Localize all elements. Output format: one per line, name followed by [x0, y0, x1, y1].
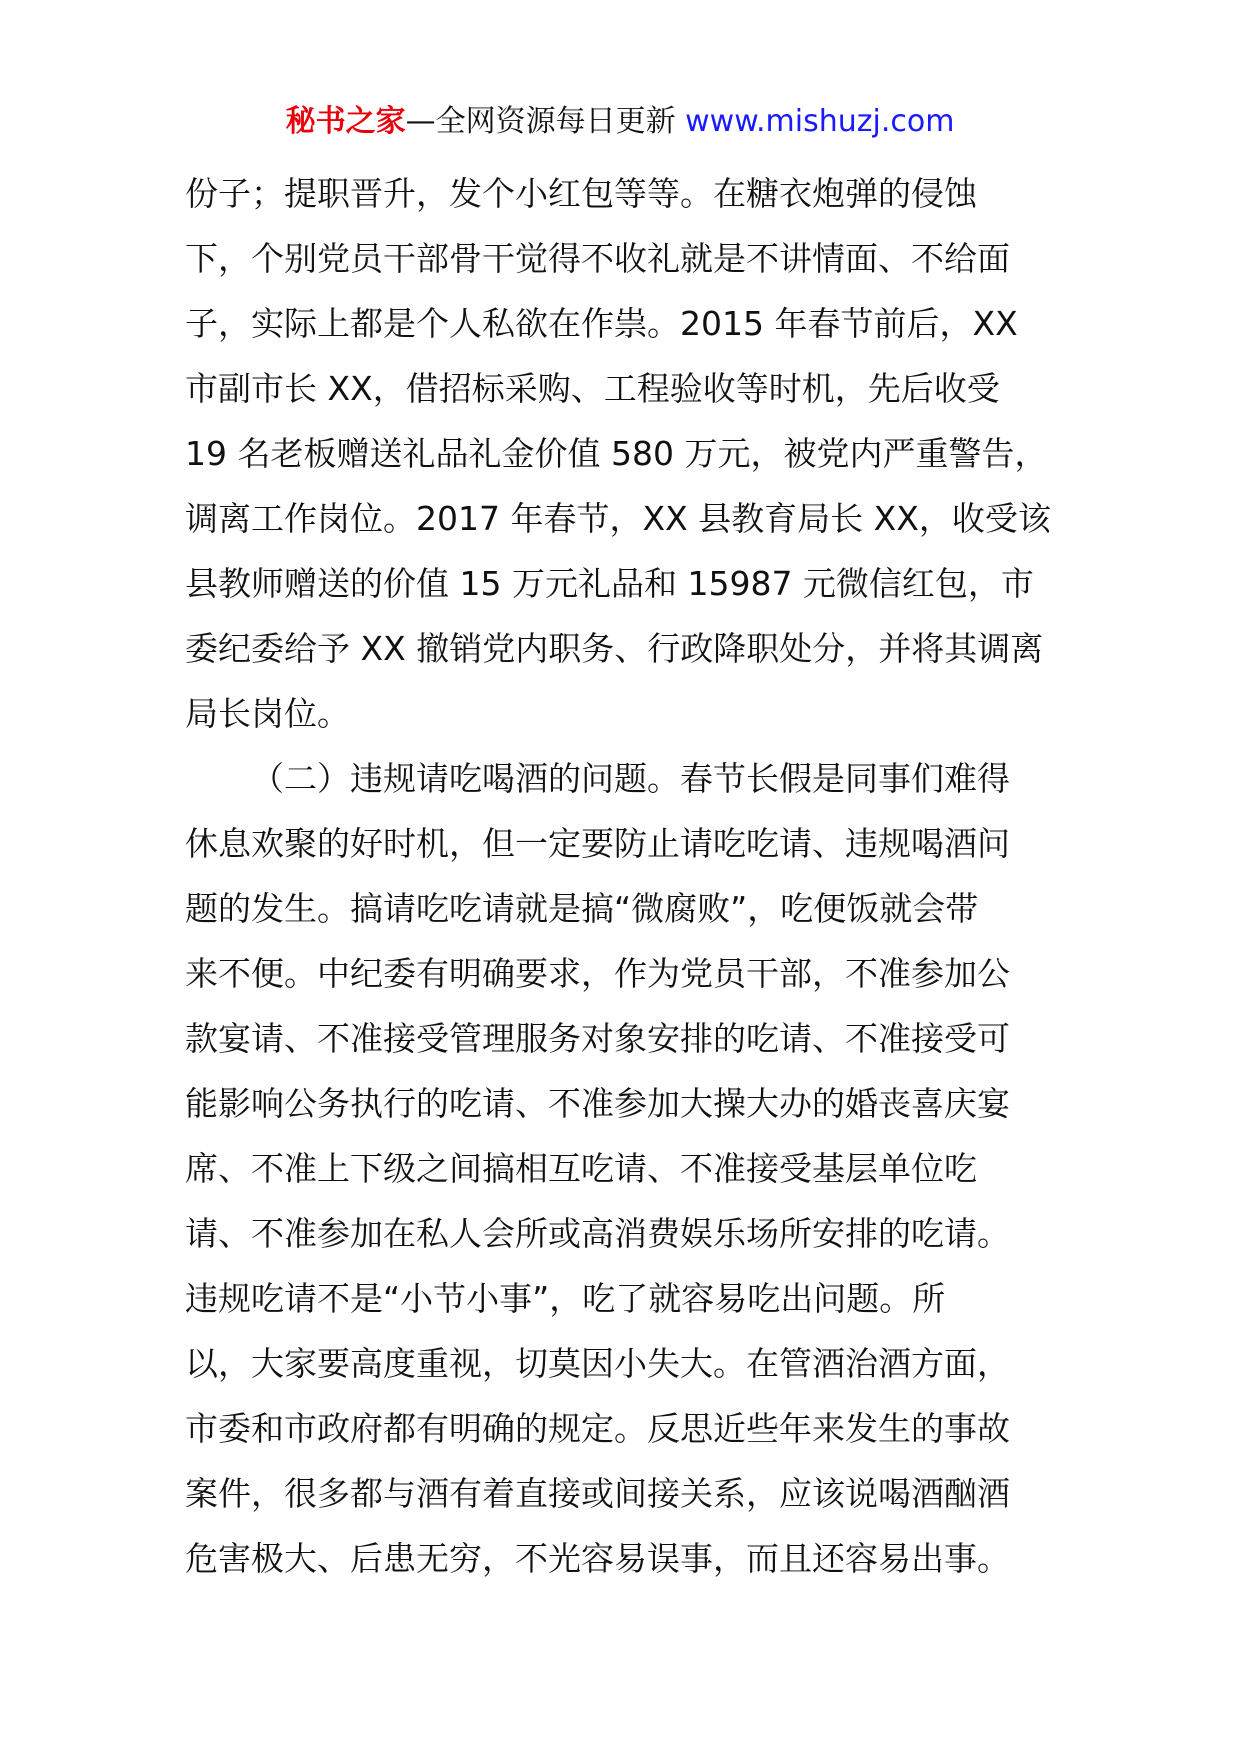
text-line: 下，个别党员干部骨干觉得不收礼就是不讲情面、不给面 — [185, 239, 1010, 278]
text-line: 局长岗位。 — [185, 694, 350, 733]
text-line: 调离工作岗位。2017 年春节，XX 县教育局长 XX，收受该 — [185, 499, 1051, 538]
document-body — [185, 161, 1065, 1591]
text-line: 休息欢聚的好时机，但一定要防止请吃吃请、违规喝酒问 — [185, 824, 1010, 863]
text-line: 市副市长 XX，借招标采购、工程验收等时机，先后收受 — [185, 369, 1000, 408]
text-line: 19 名老板赠送礼品礼金价值 580 万元，被党内严重警告， — [185, 434, 1048, 473]
text-line: 违规吃请不是“小节小事”，吃了就容易吃出问题。所 — [185, 1279, 946, 1318]
text-line: 席、不准上下级之间搞相互吃请、不准接受基层单位吃 — [185, 1149, 977, 1188]
text-line: 款宴请、不准接受管理服务对象安排的吃请、不准接受可 — [185, 1019, 1010, 1058]
text-line: 子，实际上都是个人私欲在作祟。2015 年春节前后，XX — [185, 304, 1018, 343]
text-line: 危害极大、后患无穷，不光容易误事，而且还容易出事。 — [185, 1539, 1010, 1578]
text-line: 委纪委给予 XX 撤销党内职务、行政降职处分，并将其调离 — [185, 629, 1044, 668]
text-line: 案件，很多都与酒有着直接或间接关系，应该说喝酒酗酒 — [185, 1474, 1010, 1513]
text-line: 题的发生。搞请吃吃请就是搞“微腐败”，吃便饭就会带 — [185, 889, 979, 928]
site-brand: 秘书之家 — [285, 104, 406, 139]
page-header — [0, 102, 1240, 142]
text-line: 市委和市政府都有明确的规定。反思近些年来发生的事故 — [185, 1409, 1010, 1448]
text-line: 县教师赠送的价值 15 万元礼品和 15987 元微信红包，市 — [185, 564, 1034, 603]
text-line: 能影响公务执行的吃请、不准参加大操大办的婚丧喜庆宴 — [185, 1084, 1010, 1123]
text-line: 来不便。中纪委有明确要求，作为党员干部，不准参加公 — [185, 954, 1010, 993]
text-line: 份子；提职晋升，发个小红包等等。在糖衣炮弹的侵蚀 — [185, 174, 977, 213]
site-tagline: —全网资源每日更新 — [405, 104, 676, 139]
text-line: 以，大家要高度重视，切莫因小失大。在管酒治酒方面， — [185, 1344, 1010, 1383]
site-url-link[interactable]: www.mishuzj.com — [685, 104, 955, 139]
text-line: 请、不准参加在私人会所或高消费娱乐场所安排的吃请。 — [185, 1214, 1010, 1253]
section-heading-line: （二）违规请吃喝酒的问题。春节长假是同事们难得 — [251, 759, 1010, 798]
